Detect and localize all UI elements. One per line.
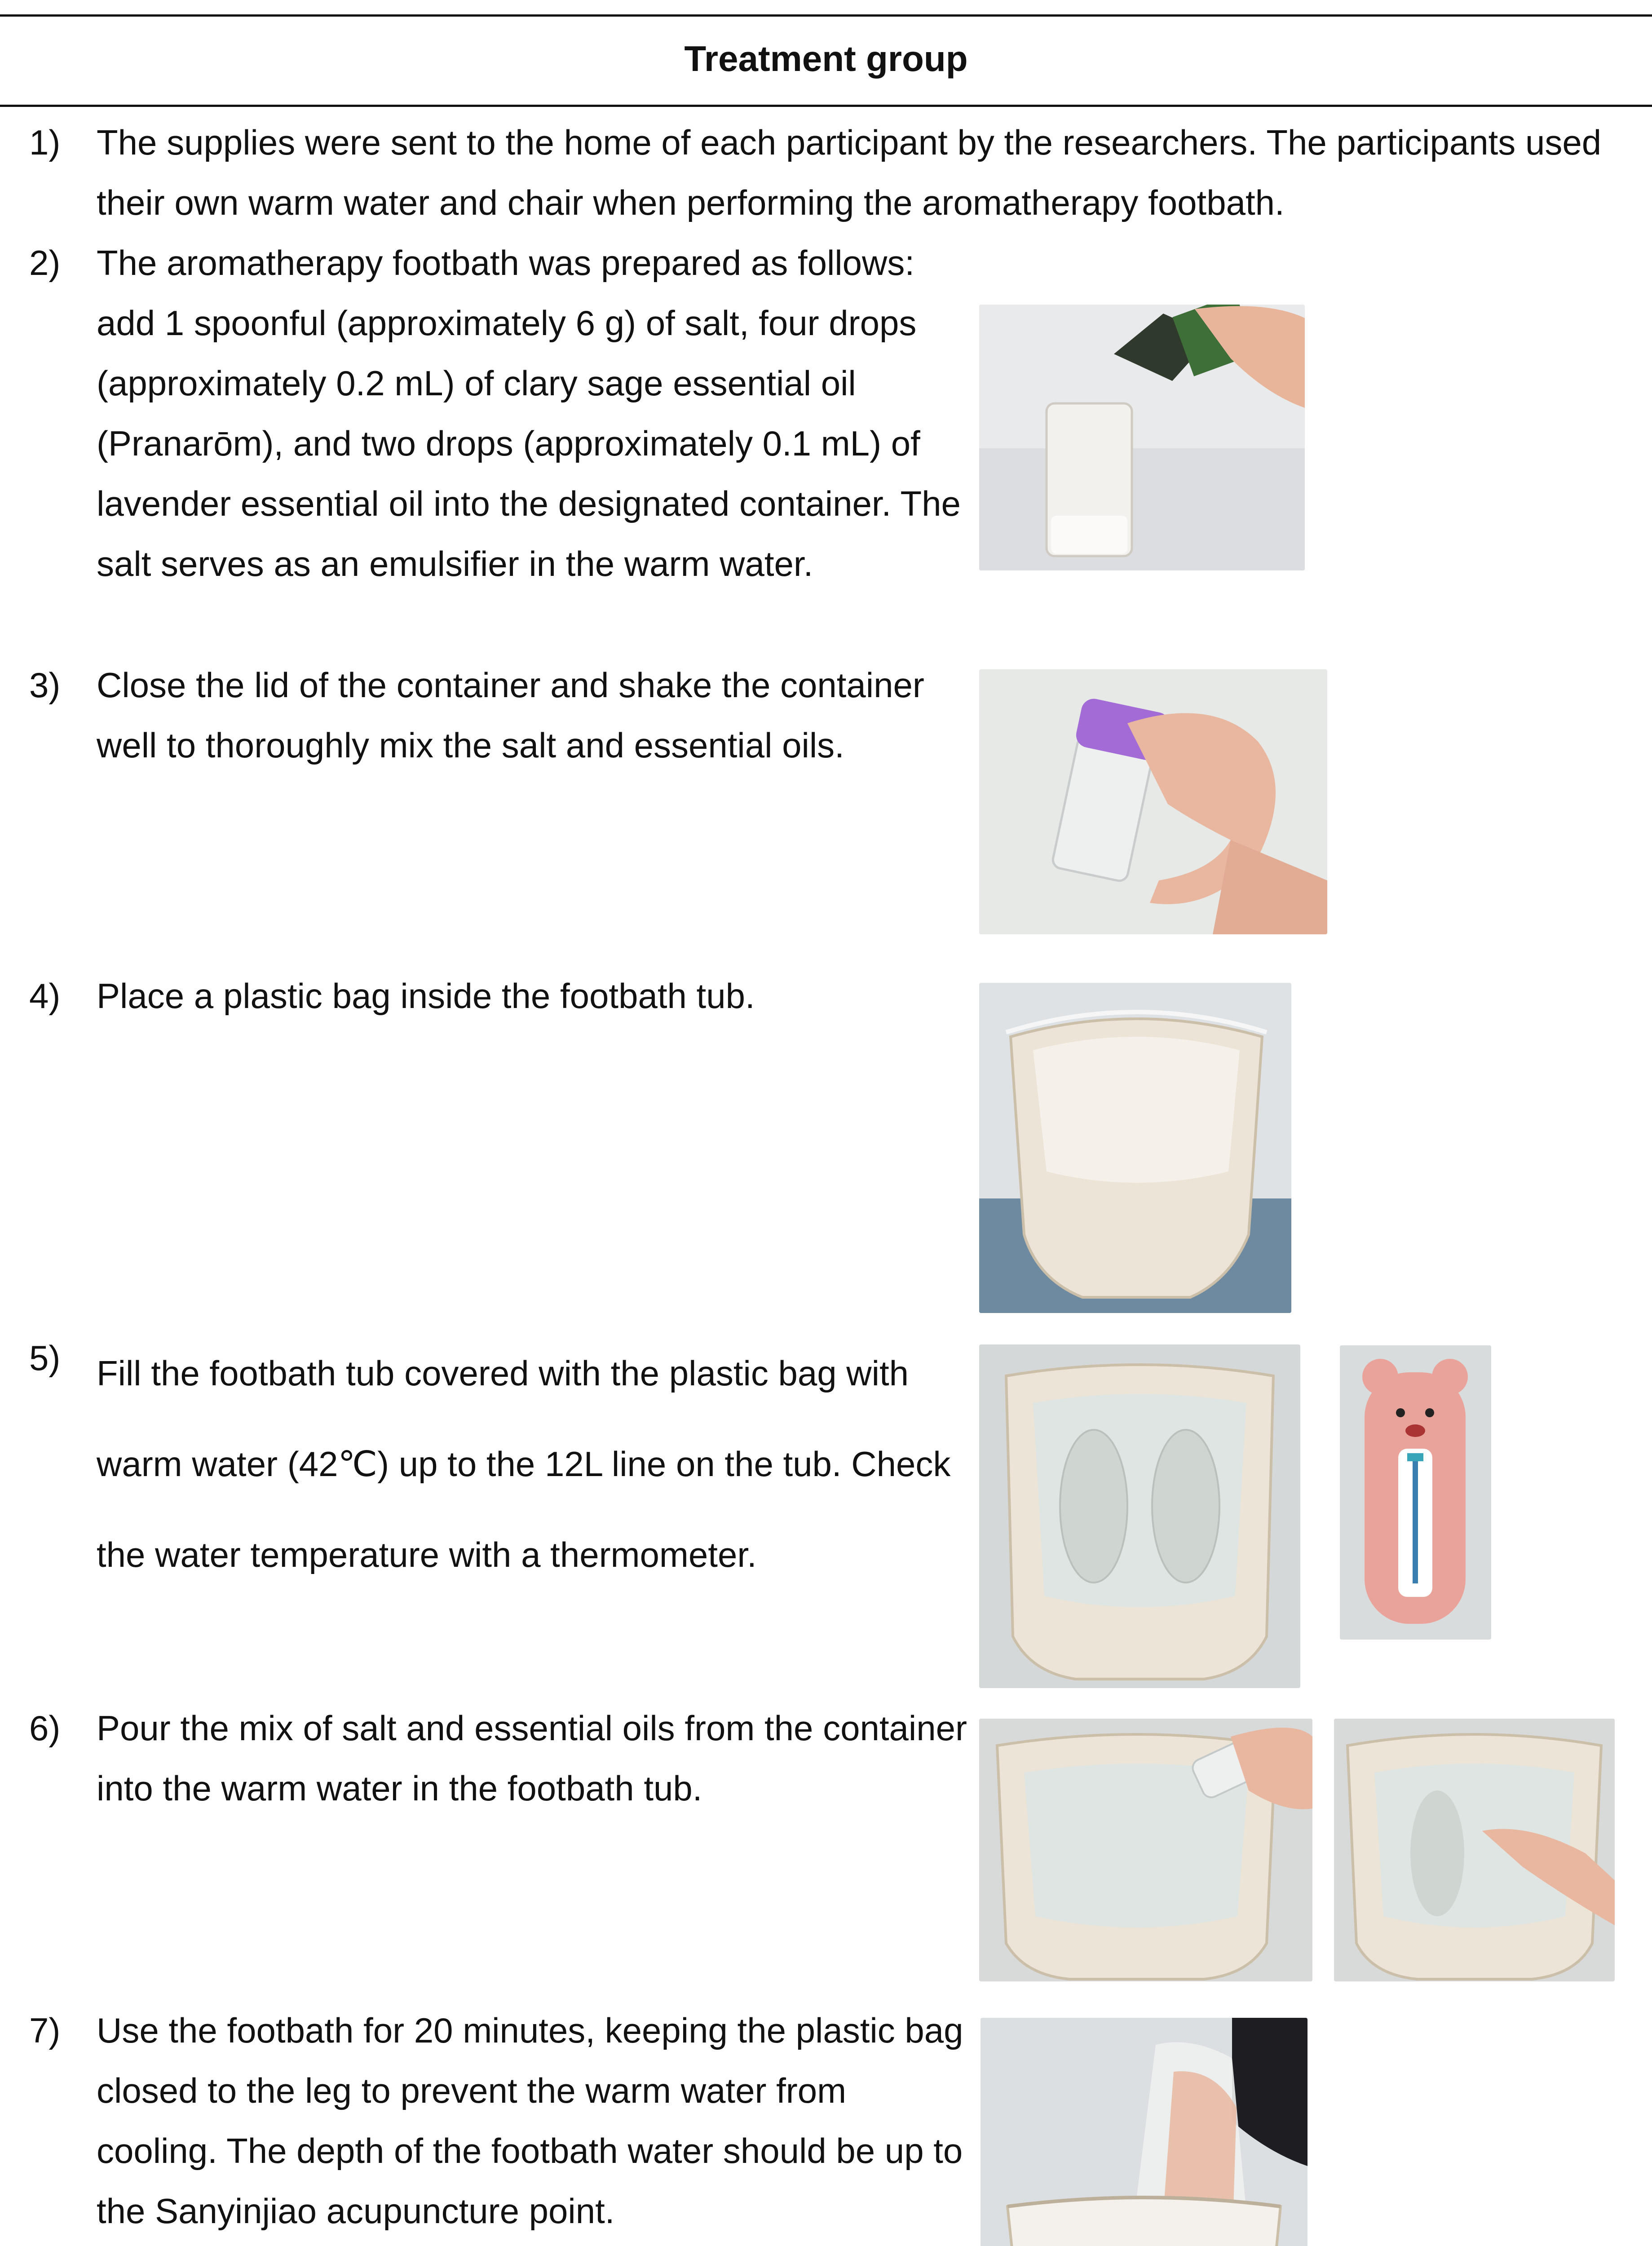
step-number: 1) [29,123,61,162]
step-text: Pour the mix of salt and essential oils from the container into the warm water in the footbath tub. [97,1708,967,1808]
step-text: Close the lid of the container and shake the container well to thoroughly mix the salt and essential oils. [97,665,924,765]
photo-tub-with-water [979,1344,1300,1688]
photo-bag-in-tub [979,983,1291,1313]
photo-footbath-in-use [981,2018,1307,2246]
photo-thermometer [1340,1345,1491,1640]
step-text: Fill the footbath tub covered with the plastic bag with warm water (42℃) up to the 12L line on the tub. Check the water temperature with a thermometer. [97,1353,951,1574]
step-number: 5) [29,1338,61,1378]
table-header-rule [0,105,1652,107]
photo-pouring-mix [979,1719,1312,1981]
step-text: The supplies were sent to the home of each participant by the researchers. The participants used their own warm water and chair when performing the aromatherapy footbath. [97,123,1602,222]
step-number: 6) [29,1708,61,1748]
photo-shaking-container [979,669,1327,934]
step-number: 7) [29,2011,61,2050]
step-text: Use the footbath for 20 minutes, keeping the plastic bag closed to the leg to prevent the warm water from cooling. The depth of the footbath water should be up to the Sanyinjiao acupuncture point. [97,2011,963,2231]
photo-pouring-oil [979,305,1305,570]
step-number: 4) [29,976,61,1016]
table-top-rule [0,14,1652,17]
step-text: The aromatherapy footbath was prepared as follows: add 1 spoonful (approximately 6 g) of salt, four drops (approximately 0.2 mL) of clary sage essential oil (Pranarōm), and two drops (approximately 0.1 mL) of lavender essential oil into the designated container. The salt serves as an emulsifier in the warm water. [97,243,961,584]
step-text: Place a plastic bag inside the footbath tub. [97,976,755,1016]
step-number: 2) [29,243,61,283]
step-number: 3) [29,665,61,705]
photo-stirring-water [1334,1719,1615,1981]
table-header: Treatment group [684,39,968,79]
